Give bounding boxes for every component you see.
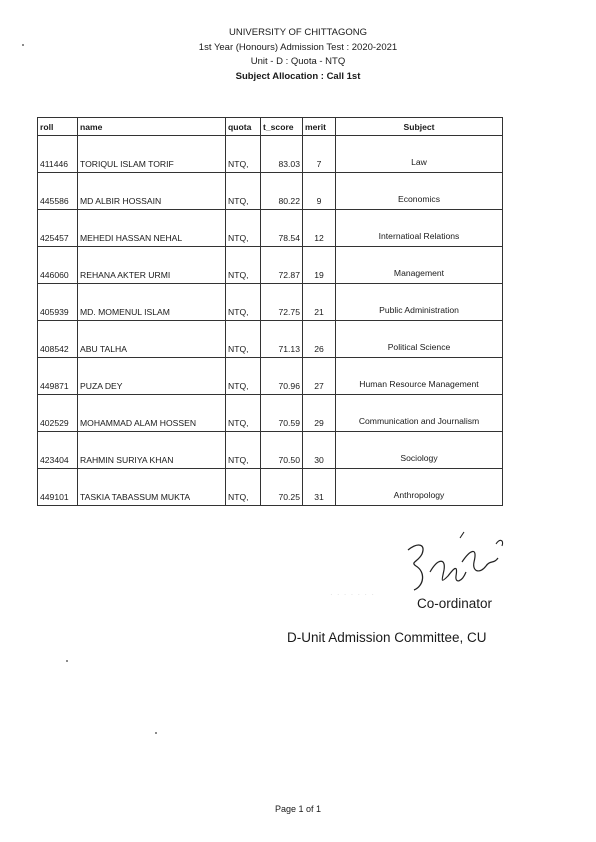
subject-text: Economics [397, 194, 441, 204]
t-score-cell: 71.13 [261, 321, 303, 358]
table-row [38, 284, 503, 321]
table-row [38, 321, 503, 358]
quota-cell: NTQ, [226, 210, 261, 247]
col-merit: merit [303, 118, 336, 136]
subject-cell [336, 432, 503, 469]
roll-cell: 402529 [38, 395, 78, 432]
t-score-cell: 70.59 [261, 395, 303, 432]
subject-text: Public Administration [379, 305, 459, 315]
subject-cell [336, 210, 503, 247]
merit-cell: 27 [303, 358, 336, 395]
col-t-score: t_score [261, 118, 303, 136]
table-row [38, 358, 503, 395]
table-row [38, 247, 503, 284]
unit-quota: Unit - D : Quota - NTQ [250, 56, 346, 67]
subject-text: Sociology [400, 453, 438, 463]
name-cell: RAHMIN SURIYA KHAN [78, 432, 226, 469]
subject-text: Communication and Journalism [358, 416, 480, 426]
coordinator-label: Co-ordinator [417, 596, 493, 611]
subject-text: Anthropology [393, 490, 445, 500]
table-row [38, 469, 503, 506]
merit-cell: 29 [303, 395, 336, 432]
name-cell: MD. MOMENUL ISLAM [78, 284, 226, 321]
table-header-row [38, 118, 503, 136]
merit-cell: 21 [303, 284, 336, 321]
roll-cell: 405939 [38, 284, 78, 321]
name-cell: TORIQUL ISLAM TORIF [78, 136, 226, 173]
name-cell: ABU TALHA [78, 321, 226, 358]
committee-label: D-Unit Admission Committee, CU [287, 630, 487, 645]
allocation-title: Subject Allocation : Call 1st [235, 70, 361, 82]
t-score-cell: 78.54 [261, 210, 303, 247]
quota-cell: NTQ, [226, 321, 261, 358]
subject-text: Human Resource Management [359, 379, 479, 389]
name-cell: TASKIA TABASSUM MUKTA [78, 469, 226, 506]
subject-cell [336, 395, 503, 432]
merit-cell: 31 [303, 469, 336, 506]
subject-cell [336, 321, 503, 358]
subject-text: Political Science [387, 342, 451, 352]
table-row [38, 173, 503, 210]
name-cell: MOHAMMAD ALAM HOSSEN [78, 395, 226, 432]
roll-cell: 446060 [38, 247, 78, 284]
quota-cell: NTQ, [226, 358, 261, 395]
merit-cell: 12 [303, 210, 336, 247]
quota-cell: NTQ, [226, 173, 261, 210]
subject-cell [336, 247, 503, 284]
t-score-cell: 80.22 [261, 173, 303, 210]
roll-cell: 423404 [38, 432, 78, 469]
merit-cell: 7 [303, 136, 336, 173]
table-row [38, 210, 503, 247]
subject-cell [336, 173, 503, 210]
name-cell: PUZA DEY [78, 358, 226, 395]
merit-cell: 30 [303, 432, 336, 469]
merit-cell: 19 [303, 247, 336, 284]
subject-cell [336, 469, 503, 506]
coordinator-signature [400, 528, 510, 598]
quota-cell: NTQ, [226, 432, 261, 469]
scan-speck [22, 44, 24, 46]
t-score-cell: 72.75 [261, 284, 303, 321]
name-cell: MEHEDI HASSAN NEHAL [78, 210, 226, 247]
t-score-cell: 70.96 [261, 358, 303, 395]
document-header [0, 26, 596, 84]
university-name: UNIVERSITY OF CHITTAGONG [229, 27, 367, 38]
exam-title: 1st Year (Honours) Admission Test : 2020-2021 [198, 41, 398, 53]
col-roll: roll [38, 118, 78, 136]
table-body [38, 136, 503, 506]
table-row [38, 136, 503, 173]
merit-cell: 9 [303, 173, 336, 210]
quota-cell: NTQ, [226, 469, 261, 506]
quota-cell: NTQ, [226, 136, 261, 173]
t-score-cell: 70.25 [261, 469, 303, 506]
roll-cell: 445586 [38, 173, 78, 210]
subject-cell [336, 284, 503, 321]
subject-text: Law [411, 157, 427, 167]
t-score-cell: 83.03 [261, 136, 303, 173]
col-name: name [78, 118, 226, 136]
quota-cell: NTQ, [226, 247, 261, 284]
col-quota: quota [226, 118, 261, 136]
merit-cell: 26 [303, 321, 336, 358]
scan-speck [155, 732, 157, 734]
table-row [38, 432, 503, 469]
subject-text: Management [393, 268, 445, 278]
roll-cell: 411446 [38, 136, 78, 173]
subject-text: Internatioal Relations [378, 231, 460, 241]
t-score-cell: 70.50 [261, 432, 303, 469]
scan-speck [66, 660, 68, 662]
roll-cell: 449101 [38, 469, 78, 506]
quota-cell: NTQ, [226, 395, 261, 432]
table-row [38, 395, 503, 432]
faint-stamp: · · · · · · · [330, 590, 375, 599]
page-number: Page 1 of 1 [274, 804, 322, 814]
roll-cell: 449871 [38, 358, 78, 395]
name-cell: MD ALBIR HOSSAIN [78, 173, 226, 210]
quota-cell: NTQ, [226, 284, 261, 321]
subject-cell [336, 358, 503, 395]
col-subject: Subject [336, 118, 503, 136]
name-cell: REHANA AKTER URMI [78, 247, 226, 284]
allocation-table [37, 117, 503, 506]
roll-cell: 408542 [38, 321, 78, 358]
subject-cell [336, 136, 503, 173]
roll-cell: 425457 [38, 210, 78, 247]
t-score-cell: 72.87 [261, 247, 303, 284]
